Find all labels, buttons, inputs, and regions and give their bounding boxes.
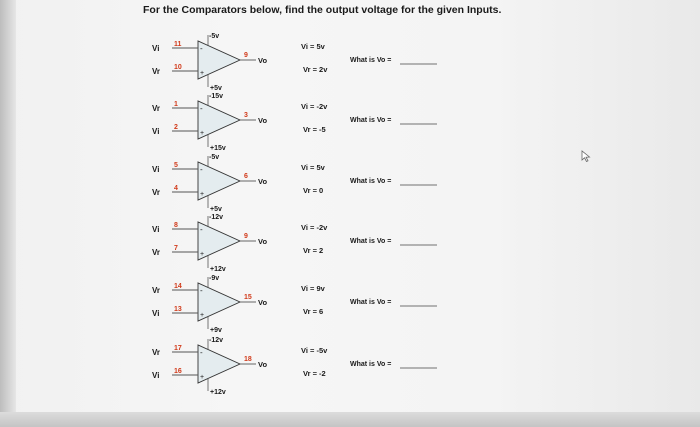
neg-supply-label: -9v [209, 275, 220, 282]
inverting-sign: - [200, 44, 203, 53]
bottom-input-label: Vi [152, 309, 160, 318]
given-vr: Vr = -5 [303, 125, 326, 134]
mouse-pointer-icon [581, 150, 591, 162]
bottom-input-label: Vr [152, 188, 161, 197]
top-input-label: Vi [152, 44, 160, 53]
top-input-pin: 5 [174, 162, 178, 169]
question-text: What is Vo = [350, 178, 392, 185]
pos-supply-label: +12v [210, 266, 226, 273]
noninverting-sign: + [200, 374, 205, 381]
given-vi: Vi = 5v [301, 163, 325, 172]
top-input-pin: 11 [174, 41, 182, 48]
opamp-triangle [198, 222, 240, 260]
page-bottom-edge [0, 412, 700, 427]
given-vi: Vi = -5v [301, 346, 328, 355]
output-label: Vo [258, 56, 268, 65]
bottom-input-pin: 4 [174, 185, 178, 192]
top-input-label: Vr [152, 286, 161, 295]
output-label: Vo [258, 177, 268, 186]
output-label: Vo [258, 298, 268, 307]
bottom-input-label: Vr [152, 248, 161, 257]
noninverting-sign: + [200, 130, 205, 137]
pos-supply-label: +5v [210, 206, 222, 213]
given-vr: Vr = 6 [303, 307, 324, 316]
opamp-triangle [198, 41, 240, 79]
output-label: Vo [258, 237, 268, 246]
question-text: What is Vo = [350, 361, 392, 368]
top-input-label: Vr [152, 348, 161, 357]
given-vr: Vr = 0 [303, 186, 324, 195]
inverting-sign: - [200, 225, 203, 234]
top-input-pin: 8 [174, 222, 178, 229]
given-vi: Vi = -2v [301, 223, 328, 232]
opamp-triangle [198, 345, 240, 383]
question-text: What is Vo = [350, 117, 392, 124]
noninverting-sign: + [200, 191, 205, 198]
bottom-input-pin: 2 [174, 124, 178, 131]
neg-supply-label: -5v [209, 33, 220, 40]
question-text: What is Vo = [350, 299, 392, 306]
bottom-input-pin: 16 [174, 368, 182, 375]
neg-supply-label: -12v [209, 214, 224, 221]
bottom-input-label: Vr [152, 67, 161, 76]
given-vr: Vr = -2 [303, 369, 326, 378]
top-input-label: Vi [152, 165, 160, 174]
output-pin: 9 [244, 233, 248, 240]
given-vr: Vr = 2v [303, 65, 328, 74]
neg-supply-label: -15v [209, 93, 224, 100]
bottom-input-label: Vi [152, 371, 160, 380]
page-title: For the Comparators below, find the output voltage for the given Inputs. [143, 4, 502, 16]
given-vi: Vi = 9v [301, 284, 325, 293]
top-input-label: Vi [152, 225, 160, 234]
neg-supply-label: -12v [209, 337, 224, 344]
bottom-input-pin: 10 [174, 64, 182, 71]
pos-supply-label: +5v [210, 85, 222, 92]
opamp-triangle [198, 162, 240, 200]
output-pin: 18 [244, 356, 252, 363]
noninverting-sign: + [200, 312, 205, 319]
top-input-pin: 1 [174, 101, 178, 108]
opamp-triangle [198, 101, 240, 139]
pos-supply-label: +9v [210, 327, 222, 334]
inverting-sign: - [200, 165, 203, 174]
top-input-pin: 14 [174, 283, 182, 290]
neg-supply-label: -5v [209, 154, 220, 161]
pos-supply-label: +15v [210, 145, 226, 152]
bottom-input-label: Vi [152, 127, 160, 136]
noninverting-sign: + [200, 70, 205, 77]
output-label: Vo [258, 360, 268, 369]
question-text: What is Vo = [350, 238, 392, 245]
pos-supply-label: +12v [210, 389, 226, 396]
inverting-sign: - [200, 348, 203, 357]
top-input-pin: 17 [174, 345, 182, 352]
bottom-input-pin: 7 [174, 245, 178, 252]
output-pin: 6 [244, 173, 248, 180]
inverting-sign: - [200, 286, 203, 295]
output-label: Vo [258, 116, 268, 125]
output-pin: 15 [244, 294, 252, 301]
given-vr: Vr = 2 [303, 246, 324, 255]
opamp-triangle [198, 283, 240, 321]
given-vi: Vi = 5v [301, 42, 325, 51]
output-pin: 9 [244, 52, 248, 59]
output-pin: 3 [244, 112, 248, 119]
given-vi: Vi = -2v [301, 102, 328, 111]
top-input-label: Vr [152, 104, 161, 113]
question-text: What is Vo = [350, 57, 392, 64]
bottom-input-pin: 13 [174, 306, 182, 313]
inverting-sign: - [200, 104, 203, 113]
noninverting-sign: + [200, 251, 205, 258]
